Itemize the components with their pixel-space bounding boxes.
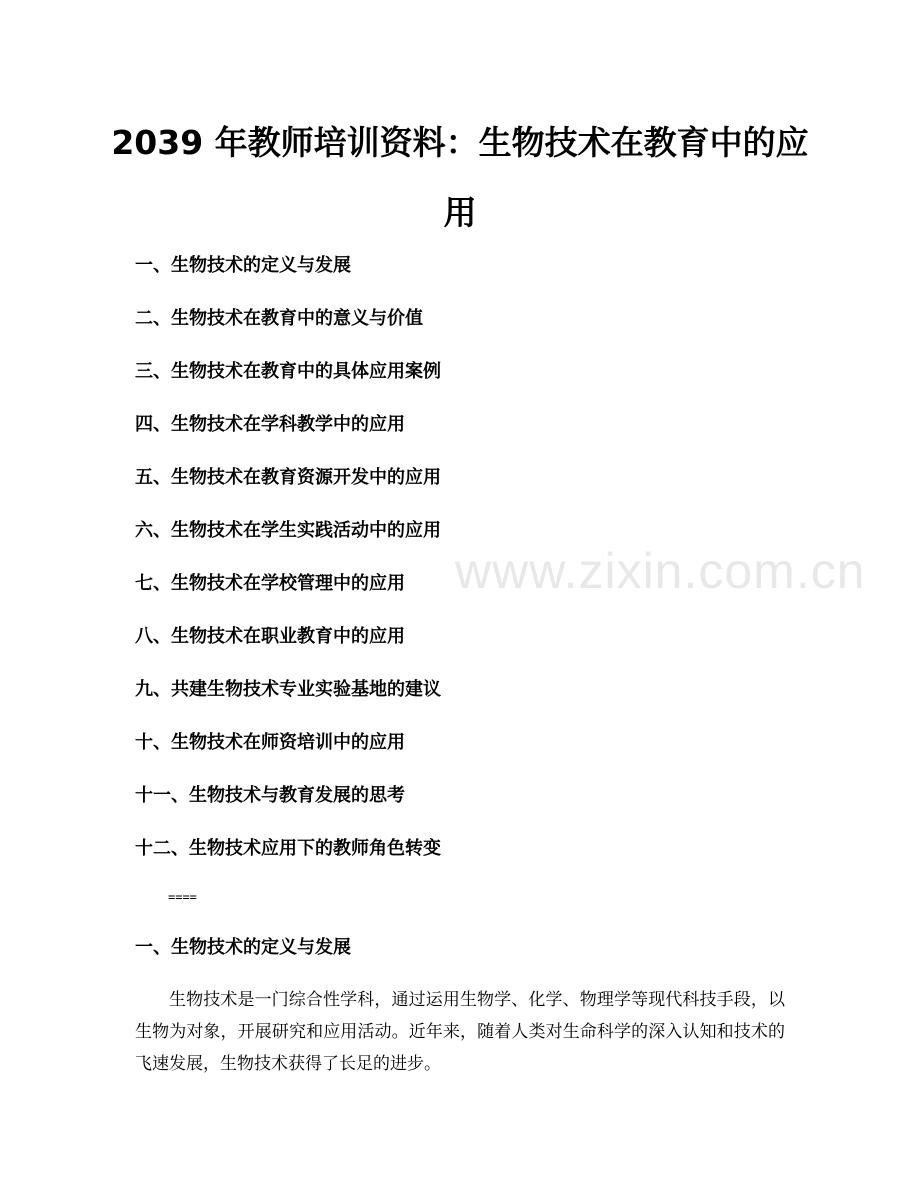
- toc-item: 三、生物技术在教育中的具体应用案例: [135, 361, 441, 382]
- table-of-contents: [135, 252, 441, 888]
- toc-item: 一、生物技术的定义与发展: [135, 255, 351, 276]
- toc-item: 六、生物技术在学生实践活动中的应用: [135, 520, 441, 541]
- toc-item: 十、生物技术在师资培训中的应用: [135, 732, 405, 753]
- toc-item: 十一、生物技术与教育发展的思考: [135, 785, 405, 806]
- toc-item: 九、共建生物技术专业实验基地的建议: [135, 679, 441, 700]
- toc-item: 四、生物技术在学科教学中的应用: [135, 414, 405, 435]
- body-paragraph: 生物技术是一门综合性学科，通过运用生物学、化学、物理学等现代科技手段，以生物为对象，开展研究和应用活动。近年来，随着人类对生命科学的深入认知和技术的飞速发展，生物技术获得了长足的进步。: [135, 990, 785, 1074]
- section-heading: 一、生物技术的定义与发展: [135, 937, 351, 958]
- toc-item: 五、生物技术在教育资源开发中的应用: [135, 467, 441, 488]
- toc-item: 十二、生物技术应用下的教师角色转变: [135, 838, 441, 859]
- document-title: 2039 年教师培训资料：生物技术在教育中的应用: [111, 123, 809, 232]
- toc-item: 八、生物技术在职业教育中的应用: [135, 626, 405, 647]
- toc-item: 七、生物技术在学校管理中的应用: [135, 573, 405, 594]
- section-separator: ====: [168, 890, 197, 904]
- watermark: www.zixin.com.cn: [455, 543, 866, 599]
- toc-item: 二、生物技术在教育中的意义与价值: [135, 308, 423, 329]
